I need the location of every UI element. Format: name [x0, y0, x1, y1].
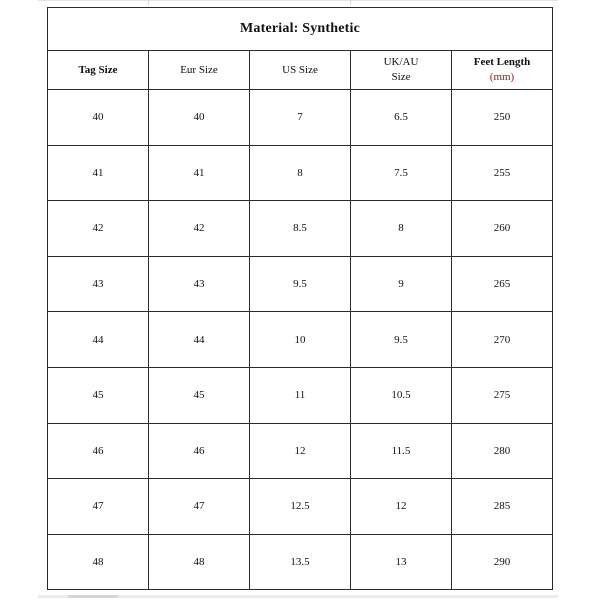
tag-size-cell: 46	[48, 423, 149, 479]
uk-au-size-cell: 9	[351, 256, 452, 312]
eur-size-cell: 45	[149, 367, 250, 423]
table-row	[48, 312, 553, 368]
top-divider-tick	[350, 0, 351, 5]
us-size-cell: 13.5	[250, 534, 351, 590]
table-row	[48, 479, 553, 535]
top-border-line	[38, 0, 558, 1]
us-size-cell: 12	[250, 423, 351, 479]
uk-au-size-cell: 10.5	[351, 367, 452, 423]
table-title-row	[48, 8, 553, 51]
uk-au-size-cell: 7.5	[351, 145, 452, 201]
us-size-cell: 9.5	[250, 256, 351, 312]
uk-au-size-label: Size	[391, 71, 411, 83]
feet-length-cell: 275	[452, 367, 553, 423]
us-size-cell: 8.5	[250, 201, 351, 257]
uk-au-size-cell: 11.5	[351, 423, 452, 479]
feet-length-cell: 260	[452, 201, 553, 257]
table-row	[48, 534, 553, 590]
top-divider-tick	[148, 0, 149, 5]
uk-au-label: UK/AU	[383, 56, 419, 68]
feet-length-cell: 280	[452, 423, 553, 479]
table-title: Material: Synthetic	[48, 8, 553, 51]
us-size-cell: 8	[250, 145, 351, 201]
tag-size-cell: 48	[48, 534, 149, 590]
eur-size-cell: 46	[149, 423, 250, 479]
uk-au-size-cell: 12	[351, 479, 452, 535]
uk-au-size-cell: 6.5	[351, 90, 452, 146]
tag-size-cell: 42	[48, 201, 149, 257]
tag-size-cell: 47	[48, 479, 149, 535]
feet-length-cell: 285	[452, 479, 553, 535]
tag-size-cell: 40	[48, 90, 149, 146]
size-chart-table	[47, 7, 553, 590]
feet-length-cell: 265	[452, 256, 553, 312]
feet-length-cell: 250	[452, 90, 553, 146]
column-header-eur-size: Eur Size	[149, 51, 250, 90]
tag-size-cell: 41	[48, 145, 149, 201]
bottom-scroll-strip	[38, 595, 558, 598]
us-size-cell: 7	[250, 90, 351, 146]
eur-size-cell: 42	[149, 201, 250, 257]
column-header-uk-au-size	[351, 51, 452, 90]
eur-size-cell: 47	[149, 479, 250, 535]
tag-size-cell: 45	[48, 367, 149, 423]
uk-au-size-cell: 9.5	[351, 312, 452, 368]
column-header-tag-size: Tag Size	[48, 51, 149, 90]
eur-size-cell: 44	[149, 312, 250, 368]
us-size-cell: 11	[250, 367, 351, 423]
column-header-feet-length	[452, 51, 553, 90]
table-row	[48, 367, 553, 423]
table-row	[48, 145, 553, 201]
eur-size-cell: 43	[149, 256, 250, 312]
table-row	[48, 423, 553, 479]
table-row	[48, 90, 553, 146]
column-header-us-size: US Size	[250, 51, 351, 90]
us-size-cell: 10	[250, 312, 351, 368]
feet-length-unit: (mm)	[489, 71, 515, 83]
tag-size-cell: 43	[48, 256, 149, 312]
feet-length-cell: 290	[452, 534, 553, 590]
uk-au-size-cell: 13	[351, 534, 452, 590]
table-row	[48, 256, 553, 312]
feet-length-cell: 270	[452, 312, 553, 368]
table-header-row	[48, 51, 553, 90]
eur-size-cell: 48	[149, 534, 250, 590]
feet-length-label: Feet Length	[473, 56, 531, 68]
bottom-strip-segment	[68, 595, 118, 598]
eur-size-cell: 41	[149, 145, 250, 201]
us-size-cell: 12.5	[250, 479, 351, 535]
table-row	[48, 201, 553, 257]
tag-size-cell: 44	[48, 312, 149, 368]
eur-size-cell: 40	[149, 90, 250, 146]
feet-length-cell: 255	[452, 145, 553, 201]
uk-au-size-cell: 8	[351, 201, 452, 257]
